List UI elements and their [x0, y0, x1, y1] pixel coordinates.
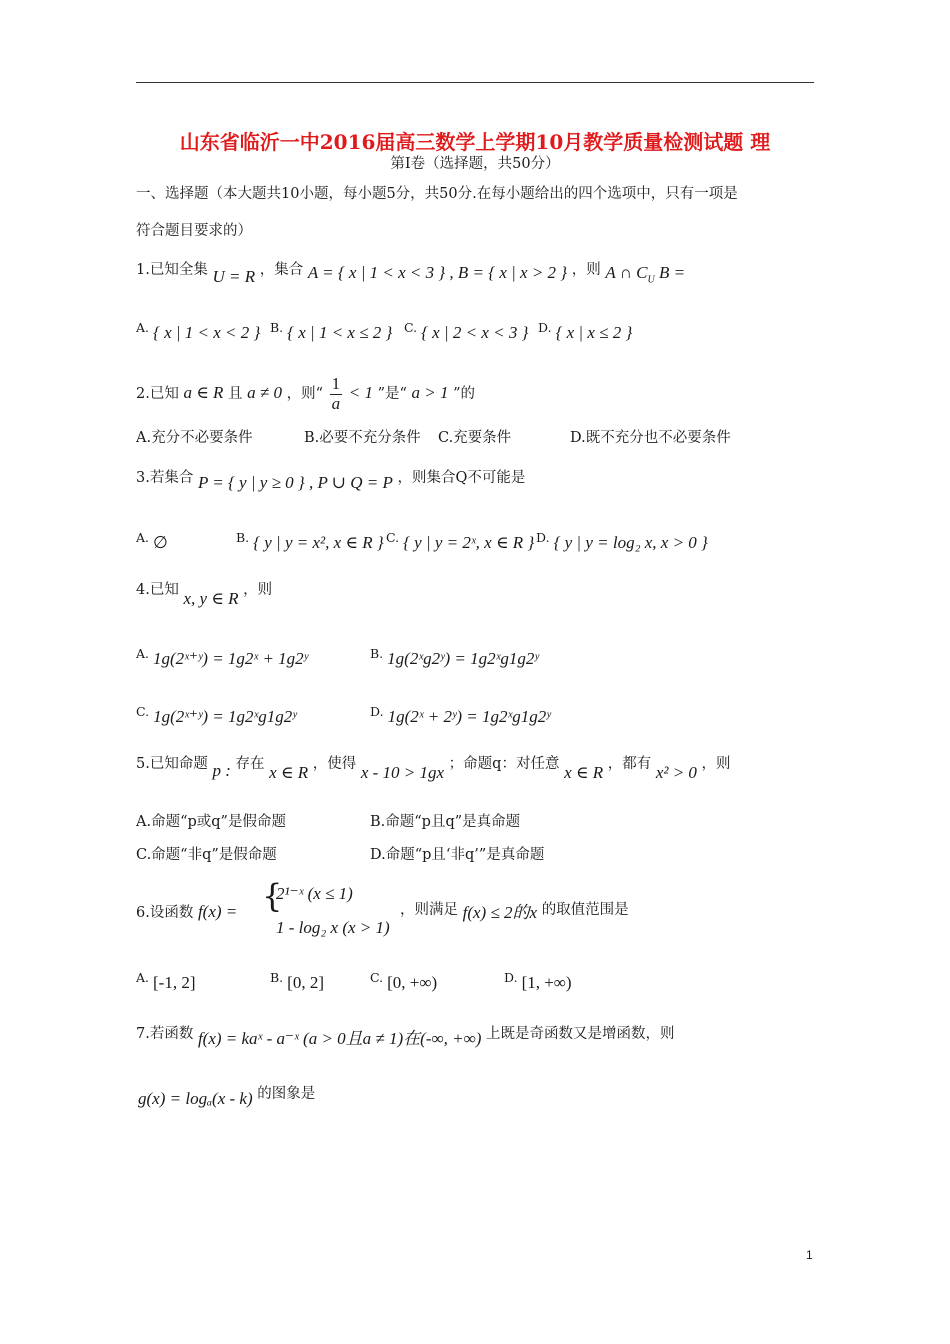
question-3 — [136, 470, 525, 493]
q1-option-b[interactable]: B. { x | 1 < x ≤ 2 } — [270, 320, 393, 342]
q5-option-c[interactable]: C.命题“非q”是假命题 — [136, 847, 277, 863]
q1-option-c[interactable]: C. { x | 2 < x < 3 } — [404, 320, 529, 342]
q5-stem-c: ，使得 — [312, 756, 357, 772]
q2-option-a[interactable]: A.充分不必要条件 — [136, 430, 253, 446]
q5-option-d[interactable]: D.命题“p且‘非q’”是真命题 — [370, 847, 545, 863]
q2-math-b: a ≠ 0 — [247, 383, 282, 403]
q5-stem-a: 5.已知命题 — [136, 756, 208, 772]
q3-option-b[interactable]: B. { y | y = x², x ∈ R } — [236, 530, 384, 552]
q6-case-1: 2¹⁻ˣ (x ≤ 1) — [276, 884, 353, 903]
q5-math-e: x² > 0 — [655, 763, 697, 782]
q3-math-a: P = { y | y ≥ 0 } , P ∪ Q = P — [197, 473, 393, 492]
q4-option-b[interactable]: B. 1g(2ˣg2ʸ) = 1g2ˣg1g2ʸ — [370, 646, 539, 668]
q1-math-u: U = R — [212, 267, 256, 286]
q6-option-b[interactable]: B. [0, 2] — [270, 970, 324, 992]
q2-option-b[interactable]: B.必要不充分条件 — [304, 430, 421, 446]
header-rule — [136, 82, 814, 83]
q3-stem-a: 3.若集合 — [136, 470, 194, 486]
q2-frac-tail: < 1 — [348, 383, 373, 403]
q6-option-a[interactable]: A. [-1, 2] — [136, 970, 196, 992]
q5-stem-d: ；命题q：对任意 — [448, 756, 560, 772]
q2-math-d: a > 1 — [411, 383, 449, 403]
q4-stem-b: ，则 — [243, 582, 273, 598]
q1-option-d[interactable]: D. { x | x ≤ 2 } — [538, 320, 633, 342]
q7-stem-c: 的图象是 — [257, 1086, 316, 1102]
q7-math-g: g(x) = logₐ(x - k) — [138, 1089, 253, 1108]
q7-stem-b: 上既是奇函数又是增函数，则 — [485, 1026, 675, 1042]
q3-stem-b: ，则集合Q不可能是 — [397, 470, 526, 486]
question-2 — [136, 375, 475, 413]
q1-math-ab: A = { x | 1 < x < 3 } , B = { x | x > 2 } — [307, 263, 568, 282]
q1-stem-b: ，集合 — [259, 262, 304, 278]
q5-math-d: x ∈ R — [564, 763, 604, 782]
q1-option-a[interactable]: A. { x | 1 < x < 2 } — [136, 320, 261, 342]
q6-stem-c: 的取值范围是 — [541, 902, 629, 918]
q2-stem-e: ”的 — [453, 386, 476, 403]
q5-stem-f: ，则 — [701, 756, 731, 772]
question-4 — [136, 582, 272, 609]
q6-math-b: f(x) ≤ 2的x — [462, 903, 538, 922]
page-number: 1 — [806, 1248, 813, 1262]
q6-tail — [400, 902, 629, 923]
q6-stem-b: ，则满足 — [400, 902, 458, 918]
q6-math-f: f(x) = — [197, 902, 238, 921]
q1-math-question: A ∩ $C_U$ B = — [605, 263, 686, 286]
q6-option-c[interactable]: C. [0, +∞) — [370, 970, 438, 992]
q5-option-b[interactable]: B.命题“p且q”是真命题 — [370, 814, 521, 830]
q6-brace-icon: { — [262, 877, 283, 915]
question-6 — [136, 902, 237, 922]
q7-stem-a: 7.若函数 — [136, 1026, 194, 1042]
question-7 — [136, 1026, 674, 1049]
q6-option-d[interactable]: D. [1, +∞) — [504, 970, 572, 992]
q5-math-b: x ∈ R — [269, 763, 309, 782]
page-subtitle: 第Ⅰ卷（选择题，共50分） — [390, 156, 560, 172]
q2-math-a: a ∈ R — [183, 383, 224, 403]
q2-option-c[interactable]: C.充要条件 — [438, 430, 512, 446]
section-intro-line2: 符合题目要求的） — [136, 223, 252, 239]
q1-stem-c: ，则 — [571, 262, 601, 278]
q4-math-a: x, y ∈ R — [183, 589, 239, 608]
page-title: 山东省临沂一中2016届高三数学上学期10月教学质量检测试题 理 — [179, 130, 771, 154]
q5-math-a: p : — [212, 761, 231, 780]
q4-option-a[interactable]: A. 1g(2ˣ⁺ʸ) = 1g2ˣ + 1g2ʸ — [136, 646, 309, 668]
q5-option-a[interactable]: A.命题“p或q”是假命题 — [136, 814, 286, 830]
q2-stem-d: ”是“ — [377, 386, 407, 403]
q7-math-a: f(x) = kaˣ - a⁻ˣ (a > 0且a ≠ 1)在(-∞, +∞) — [197, 1029, 482, 1048]
q3-option-a[interactable]: A. ∅ — [136, 530, 168, 552]
q4-option-c[interactable]: C. 1g(2ˣ⁺ʸ) = 1g2ˣg1g2ʸ — [136, 704, 297, 726]
q1-stem-a: 1.已知全集 — [136, 262, 208, 278]
q5-math-c: x - 10 > 1gx — [360, 763, 445, 782]
q2-stem-c: ，则“ — [286, 386, 324, 403]
q5-stem-b: 存在 — [235, 756, 265, 772]
section-intro-line1: 一、选择题（本大题共10小题，每小题5分，共50分.在每小题给出的四个选项中，只有一项是 — [136, 186, 738, 202]
q2-stem-b: 且 — [228, 386, 243, 403]
question-1 — [136, 262, 685, 287]
q2-option-d[interactable]: D.既不充分也不必要条件 — [570, 430, 731, 446]
q2-stem-a: 2.已知 — [136, 386, 179, 403]
q6-stem-a: 6.设函数 — [136, 905, 194, 921]
q5-stem-e: ，都有 — [607, 756, 652, 772]
q7-line-2 — [138, 1086, 315, 1109]
q4-stem-a: 4.已知 — [136, 582, 179, 598]
q3-option-c[interactable]: C. { y | y = 2ˣ, x ∈ R } — [386, 530, 535, 552]
q2-fraction: $\frac{1}{a}$ — [331, 374, 341, 413]
q4-option-d[interactable]: D. 1g(2ˣ + 2ʸ) = 1g2ˣg1g2ʸ — [370, 704, 551, 726]
q6-case-2: 1 - log₂ x (x > 1) — [276, 918, 390, 937]
question-5 — [136, 756, 731, 783]
q3-option-d[interactable]: D. { y | y = log₂ x, x > 0 } — [536, 530, 708, 552]
